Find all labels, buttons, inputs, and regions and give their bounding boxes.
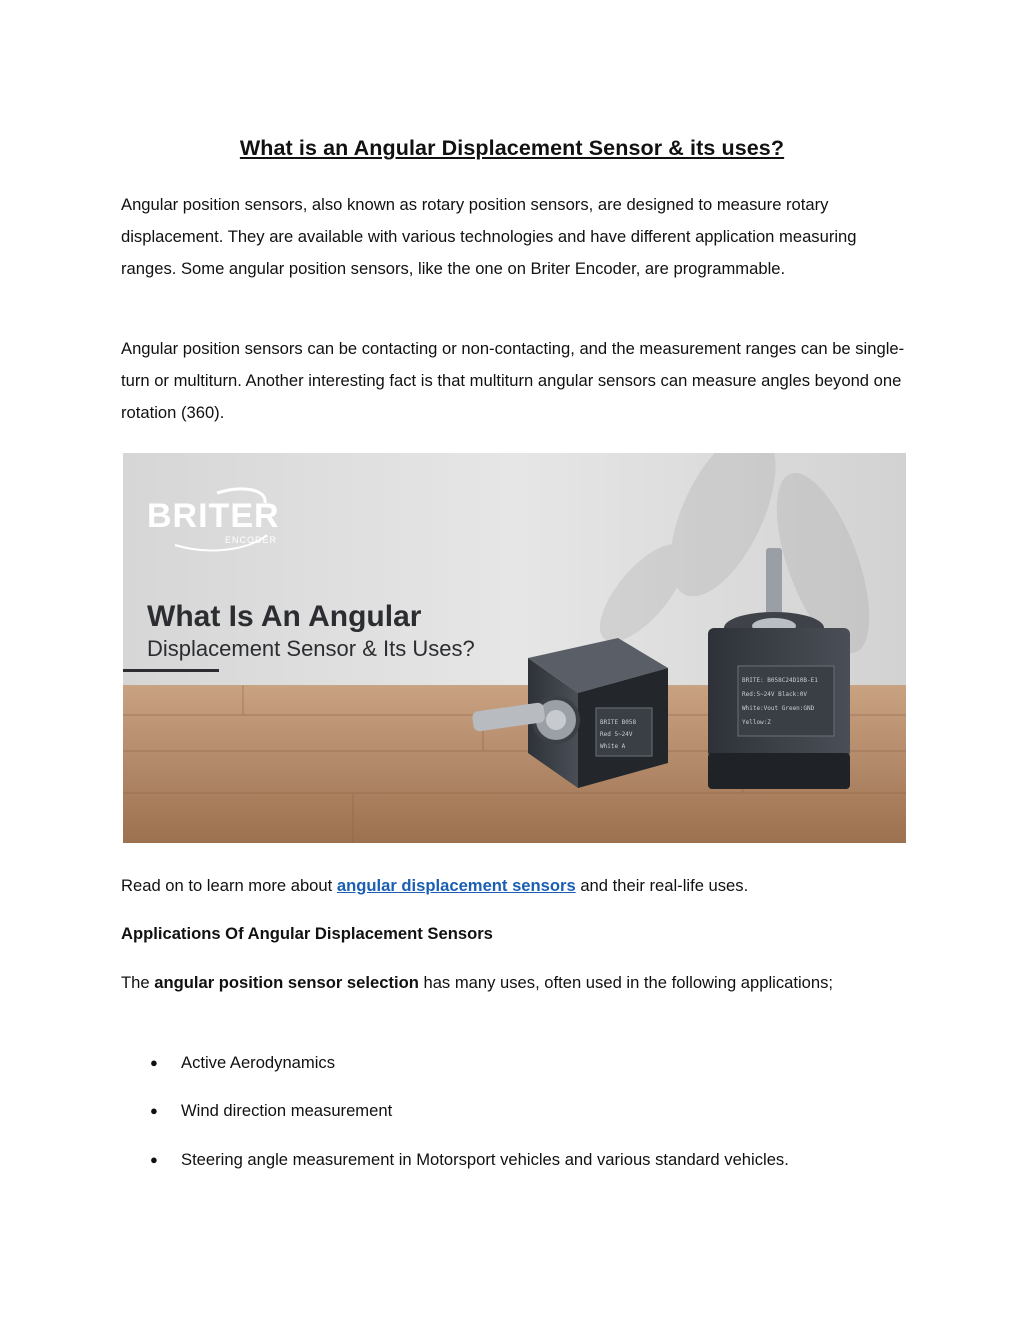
svg-text:Red 5~24V: Red 5~24V xyxy=(600,731,633,738)
document-page: What is an Angular Displacement Sensor & its uses? Angular position sensors, also known as rotary position sensors, are designed to measure rotary displacement. They are available with various technologies and have different application measuring ranges. Some angular position sensors, like the one on Briter Encoder, are programmable. Angular position sensors can be contacting or non-contacting, and the measurement ranges can be single-turn or multiturn. Another interesting fact is that multiturn angular sensors can measure angles beyond one rotation (360). BRITER ENCODER What Is An Angular Displacement Sensor & Its Uses? BRITE B058 Red 5~24V White A BRITE: B058C24D10B-E1 Red:5~24V Black:0V White:Vout Green:GND Yellow:Z Read on to learn more about angular displacement sensors and their real-life uses. Applications Of Angular Displacement Sensors The angular position sensor selection has many uses, often used in the following applications; ● Active Aerodynamics ● Wind direction measurement ● Steering angle measurement in Motorsport vehicles and various standard vehicles. xyxy=(0,0,1024,1325)
banner-headline-1: What Is An Angular xyxy=(147,600,422,633)
headline-underline xyxy=(123,669,219,672)
left-label-text: BRITE B058 xyxy=(600,719,637,726)
bullet-icon: ● xyxy=(150,1152,158,1167)
bullet-icon: ● xyxy=(150,1055,158,1070)
banner-image xyxy=(123,453,906,843)
logo-subtitle: ENCODER xyxy=(225,535,278,545)
read-more-paragraph: Read on to learn more about angular displacement sensors and their real-life uses. xyxy=(121,876,749,895)
svg-text:White A: White A xyxy=(600,743,626,750)
page-title: What is an Angular Displacement Sensor & its uses? xyxy=(239,136,785,160)
right-label-line-1: BRITE: B058C24D10B-E1 xyxy=(742,677,818,684)
right-label-line-2: Red:5~24V Black:0V xyxy=(742,691,808,698)
logo-brand: BRITER xyxy=(147,497,280,535)
applications-paragraph: The angular position sensor selection has many uses, often used in the following applications; xyxy=(121,973,834,992)
intro-paragraph: Angular position sensors, also known as rotary position sensors, are designed to measure rotary displacement. They are available with various technologies and have different application measuring ranges. Some angular position sensors, like the one on Briter Encoder, are programmable. xyxy=(121,195,857,278)
section-heading: Applications Of Angular Displacement Sensors xyxy=(121,924,493,943)
encoder-shaft xyxy=(766,548,782,618)
right-label-line-4: Yellow:Z xyxy=(742,719,771,726)
second-paragraph: Angular position sensors can be contacting or non-contacting, and the measurement ranges can be single-turn or multiturn. Another interesting fact is that multiturn angular sensors can measure angles beyond one rotation (360). xyxy=(121,339,905,422)
bullet-icon: ● xyxy=(150,1103,158,1118)
right-label-line-3: White:Vout Green:GND xyxy=(742,705,815,712)
angular-sensors-link[interactable]: angular displacement sensors xyxy=(336,876,576,895)
banner-headline-2: Displacement Sensor & Its Uses? xyxy=(147,636,475,661)
